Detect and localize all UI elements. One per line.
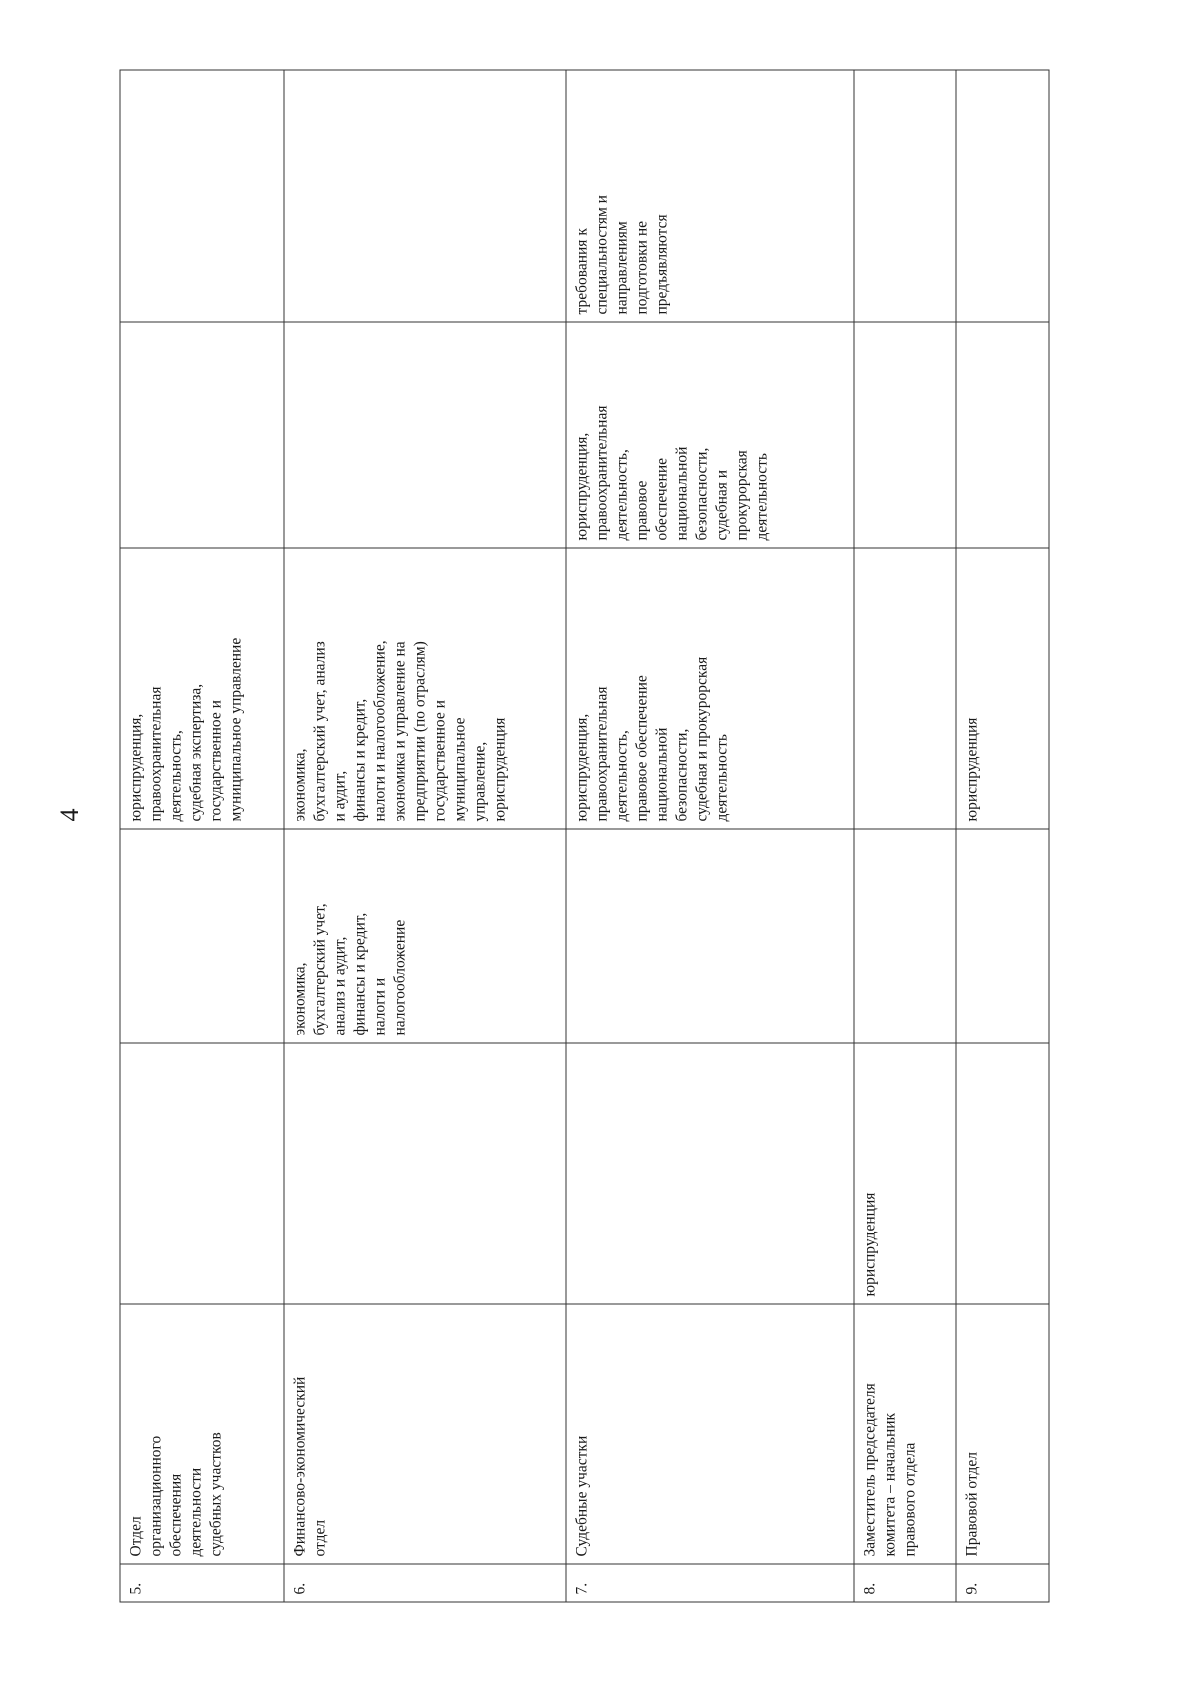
specialty-cell bbox=[120, 322, 284, 548]
specialty-cell bbox=[120, 1043, 284, 1304]
specialty-cell: юриспруденция bbox=[956, 548, 1049, 829]
row-number: 5. bbox=[120, 1564, 284, 1602]
specialty-cell bbox=[566, 1043, 854, 1304]
specialty-cell bbox=[284, 70, 566, 322]
table-row bbox=[566, 70, 854, 1602]
table-row bbox=[120, 70, 284, 1602]
specialty-cell bbox=[956, 1043, 1049, 1304]
specialty-cell: юриспруденция bbox=[854, 1043, 956, 1304]
table-row bbox=[284, 70, 566, 1602]
specialty-cell bbox=[284, 322, 566, 548]
specialty-cell bbox=[854, 829, 956, 1043]
table-row bbox=[854, 70, 956, 1602]
specialties-table bbox=[120, 70, 1050, 1603]
department-name: Заместитель председателя комитета – начальник правового отдела bbox=[854, 1304, 956, 1564]
department-name: Финансово-экономический отдел bbox=[284, 1304, 566, 1564]
specialty-cell bbox=[120, 829, 284, 1043]
specialty-cell: экономика, бухгалтерский учет, анализ и аудит, финансы и кредит, налоги и налогообложение, экономика и управление на предприятии (по отраслям) государственное и муниципальное управление, юриспруденция bbox=[284, 548, 566, 829]
department-name: Судебные участки bbox=[566, 1304, 854, 1564]
specialty-cell bbox=[120, 70, 284, 322]
specialty-cell: экономика, бухгалтерский учет, анализ и аудит, финансы и кредит, налоги и налогообложение bbox=[284, 829, 566, 1043]
specialty-cell bbox=[854, 322, 956, 548]
specialty-cell: требования к специальностям и направлениям подготовки не предъявляются bbox=[566, 70, 854, 322]
specialty-cell bbox=[854, 548, 956, 829]
specialty-cell bbox=[284, 1043, 566, 1304]
department-name: Правовой отдел bbox=[956, 1304, 1049, 1564]
row-number: 9. bbox=[956, 1564, 1049, 1602]
specialty-cell bbox=[566, 829, 854, 1043]
row-number: 6. bbox=[284, 1564, 566, 1602]
specialty-cell bbox=[956, 322, 1049, 548]
row-number: 7. bbox=[566, 1564, 854, 1602]
row-number: 8. bbox=[854, 1564, 956, 1602]
page-number: 4 bbox=[55, 808, 84, 822]
specialty-cell bbox=[854, 70, 956, 322]
table-row bbox=[956, 70, 1049, 1602]
department-name: Отдел организационного обеспечения деятельности судебных участков bbox=[120, 1304, 284, 1564]
rotated-table-sheet bbox=[120, 71, 1049, 1603]
specialty-cell: юриспруденция, правоохранительная деятельность, правовое обеспечение национальной безопасности, судебная и прокурорская деятельность bbox=[566, 548, 854, 829]
specialty-cell bbox=[956, 829, 1049, 1043]
specialty-cell: юриспруденция, правоохранительная деятельность, судебная экспертиза, государственное и муниципальное управление bbox=[120, 548, 284, 829]
specialty-cell bbox=[956, 70, 1049, 322]
specialty-cell: юриспруденция, правоохранительная деятельность, правовое обеспечение национальной безопасности, судебная и прокурорская деятельность bbox=[566, 322, 854, 548]
